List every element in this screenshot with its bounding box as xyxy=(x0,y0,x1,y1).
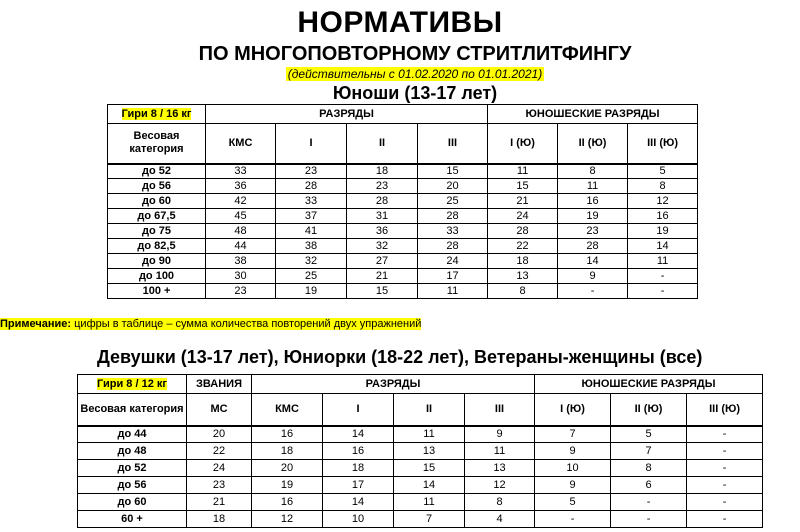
boys-weight-category: до 82,5 xyxy=(108,239,206,254)
girls-section-title: Девушки (13-17 лет), Юниорки (18-22 лет), Ветераны-женщины (все) xyxy=(97,347,703,367)
boys-table-cell: 15 xyxy=(418,164,488,179)
boys-col-header: II (Ю) xyxy=(558,124,628,164)
boys-table-cell: 38 xyxy=(276,239,347,254)
girls-weight-category: до 56 xyxy=(78,477,187,494)
boys-table-cell: 8 xyxy=(488,284,558,299)
boys-table-cell: 31 xyxy=(347,209,418,224)
boys-col-header: III xyxy=(418,124,488,164)
boys-table-cell: 28 xyxy=(418,209,488,224)
girls-weights-cell xyxy=(78,375,187,394)
girls-table-row xyxy=(78,443,763,460)
boys-table-cell: 16 xyxy=(628,209,698,224)
girls-table-row xyxy=(78,426,763,443)
boys-table-cell: 21 xyxy=(488,194,558,209)
boys-table-row xyxy=(108,224,698,239)
girls-table-cell: 16 xyxy=(323,443,394,460)
girls-col-header: I (Ю) xyxy=(535,394,611,426)
boys-table-cell: 48 xyxy=(206,224,276,239)
boys-table-cell: 24 xyxy=(418,254,488,269)
boys-table-cell: 11 xyxy=(628,254,698,269)
girls-col-header: II (Ю) xyxy=(611,394,687,426)
girls-table-cell: 15 xyxy=(394,460,465,477)
girls-youth-ranks-header: ЮНОШЕСКИЕ РАЗРЯДЫ xyxy=(535,375,763,394)
boys-table-cell: 33 xyxy=(418,224,488,239)
boys-table-cell: 23 xyxy=(558,224,628,239)
boys-table-cell: 8 xyxy=(628,179,698,194)
girls-weight-category: 60 + xyxy=(78,511,187,528)
girls-table-cell: 16 xyxy=(252,494,323,511)
girls-weight-category: до 60 xyxy=(78,494,187,511)
boys-weights-label: Гири 8 / 16 кг xyxy=(121,108,192,120)
boys-table-row xyxy=(108,254,698,269)
girls-table-cell: 23 xyxy=(187,477,252,494)
boys-table-cell: 23 xyxy=(206,284,276,299)
girls-table-cell: 11 xyxy=(394,426,465,443)
girls-standards-table xyxy=(77,374,763,528)
boys-table-cell: 33 xyxy=(206,164,276,179)
boys-table-cell: 5 xyxy=(628,164,698,179)
girls-weights-label: Гири 8 / 12 кг xyxy=(97,378,167,390)
girls-table-cell: - xyxy=(687,511,763,528)
girls-table-cell: 8 xyxy=(611,460,687,477)
boys-table-cell: 15 xyxy=(488,179,558,194)
girls-table-cell: 14 xyxy=(323,426,394,443)
boys-table-row xyxy=(108,209,698,224)
girls-table-cell: 19 xyxy=(252,477,323,494)
boys-table-cell: - xyxy=(558,284,628,299)
boys-table-cell: 14 xyxy=(628,239,698,254)
boys-table-cell: 32 xyxy=(276,254,347,269)
girls-table-cell: 20 xyxy=(252,460,323,477)
girls-table-cell: 18 xyxy=(252,443,323,460)
girls-table-cell: 5 xyxy=(611,426,687,443)
boys-section-title: Юноши (13-17 лет) xyxy=(332,83,498,103)
boys-table-cell: 11 xyxy=(418,284,488,299)
girls-col-header: КМС xyxy=(252,394,323,426)
boys-table-cell: 28 xyxy=(558,239,628,254)
validity-period: (действительны с 01.02.2020 по 01.01.2021) xyxy=(287,67,543,81)
girls-table-cell: - xyxy=(687,426,763,443)
girls-table-cell: 24 xyxy=(187,460,252,477)
girls-table-row xyxy=(78,477,763,494)
boys-table-cell: 25 xyxy=(276,269,347,284)
boys-standards-table xyxy=(107,104,698,299)
girls-table-cell: 18 xyxy=(323,460,394,477)
girls-table-cell: - xyxy=(611,494,687,511)
boys-col-header: III (Ю) xyxy=(628,124,698,164)
boys-table-cell: 11 xyxy=(488,164,558,179)
boys-table-cell: 32 xyxy=(347,239,418,254)
girls-col-header: III xyxy=(465,394,535,426)
boys-category-header: Весовая категория xyxy=(108,124,206,164)
boys-table-cell: 28 xyxy=(488,224,558,239)
boys-table-cell: 19 xyxy=(276,284,347,299)
boys-table-row xyxy=(108,164,698,179)
girls-table-cell: 14 xyxy=(323,494,394,511)
girls-table-cell: - xyxy=(687,460,763,477)
boys-table-row xyxy=(108,269,698,284)
boys-table-cell: 37 xyxy=(276,209,347,224)
boys-table-cell: 9 xyxy=(558,269,628,284)
girls-table-cell: 21 xyxy=(187,494,252,511)
boys-table-cell: 8 xyxy=(558,164,628,179)
boys-table-cell: 21 xyxy=(347,269,418,284)
boys-table-cell: 24 xyxy=(488,209,558,224)
girls-table-cell: 9 xyxy=(535,443,611,460)
boys-table-cell: 19 xyxy=(628,224,698,239)
girls-table-row xyxy=(78,494,763,511)
boys-table-cell: 13 xyxy=(488,269,558,284)
boys-table-cell: 18 xyxy=(488,254,558,269)
boys-table-cell: 11 xyxy=(558,179,628,194)
boys-table-cell: 18 xyxy=(347,164,418,179)
girls-table-cell: 6 xyxy=(611,477,687,494)
girls-table-cell: 20 xyxy=(187,426,252,443)
boys-weight-category: до 67,5 xyxy=(108,209,206,224)
note xyxy=(0,318,421,331)
girls-col-header: III (Ю) xyxy=(687,394,763,426)
girls-table-cell: 9 xyxy=(465,426,535,443)
boys-table-cell: 23 xyxy=(347,179,418,194)
girls-table-cell: - xyxy=(611,511,687,528)
boys-table-cell: - xyxy=(628,269,698,284)
boys-weight-category: до 52 xyxy=(108,164,206,179)
girls-table-cell: 7 xyxy=(394,511,465,528)
boys-table-cell: 22 xyxy=(488,239,558,254)
girls-weight-category: до 52 xyxy=(78,460,187,477)
boys-weight-category: до 75 xyxy=(108,224,206,239)
girls-table-cell: 13 xyxy=(394,443,465,460)
boys-table-row xyxy=(108,194,698,209)
girls-table-cell: 13 xyxy=(465,460,535,477)
boys-table-cell: - xyxy=(628,284,698,299)
girls-table-cell: - xyxy=(687,494,763,511)
girls-table-cell: 18 xyxy=(187,511,252,528)
girls-table-body xyxy=(78,426,763,528)
girls-table-cell: 14 xyxy=(394,477,465,494)
boys-table-cell: 25 xyxy=(418,194,488,209)
boys-table-cell: 14 xyxy=(558,254,628,269)
boys-weights-cell xyxy=(108,105,206,124)
girls-table-cell: 9 xyxy=(535,477,611,494)
girls-category-header: Весовая категория xyxy=(78,394,187,426)
boys-table-row xyxy=(108,284,698,299)
validity-line xyxy=(0,67,800,81)
girls-table-cell: 12 xyxy=(252,511,323,528)
boys-col-header: I (Ю) xyxy=(488,124,558,164)
girls-table-cell: 4 xyxy=(465,511,535,528)
boys-table-row xyxy=(108,239,698,254)
girls-table-cell: 22 xyxy=(187,443,252,460)
girls-table-cell: 7 xyxy=(535,426,611,443)
boys-col-header: КМС xyxy=(206,124,276,164)
boys-table-cell: 36 xyxy=(206,179,276,194)
boys-table-cell: 19 xyxy=(558,209,628,224)
girls-table-cell: 10 xyxy=(535,460,611,477)
boys-table-cell: 33 xyxy=(276,194,347,209)
girls-col-header: I xyxy=(323,394,394,426)
boys-table-cell: 42 xyxy=(206,194,276,209)
boys-table-cell: 41 xyxy=(276,224,347,239)
boys-weight-category: до 60 xyxy=(108,194,206,209)
boys-table-cell: 45 xyxy=(206,209,276,224)
girls-table-row xyxy=(78,460,763,477)
girls-table-cell: 5 xyxy=(535,494,611,511)
girls-table-cell: - xyxy=(687,443,763,460)
boys-table-cell: 28 xyxy=(347,194,418,209)
girls-table-cell: 12 xyxy=(465,477,535,494)
boys-table-body xyxy=(108,164,698,299)
boys-weight-category: до 100 xyxy=(108,269,206,284)
girls-table-cell: 11 xyxy=(394,494,465,511)
page-subtitle: ПО МНОГОПОВТОРНОМУ СТРИТЛИТФИНГУ xyxy=(198,43,632,65)
boys-table-cell: 15 xyxy=(347,284,418,299)
boys-weight-category: до 56 xyxy=(108,179,206,194)
boys-table-row xyxy=(108,179,698,194)
girls-ranks-header: РАЗРЯДЫ xyxy=(252,375,535,394)
girls-table-cell: 17 xyxy=(323,477,394,494)
girls-col-header: II xyxy=(394,394,465,426)
boys-weight-category: до 90 xyxy=(108,254,206,269)
boys-weight-category: 100 + xyxy=(108,284,206,299)
boys-table-cell: 20 xyxy=(418,179,488,194)
girls-weight-category: до 48 xyxy=(78,443,187,460)
boys-youth-ranks-header: ЮНОШЕСКИЕ РАЗРЯДЫ xyxy=(488,105,698,124)
boys-table-cell: 44 xyxy=(206,239,276,254)
boys-table-cell: 38 xyxy=(206,254,276,269)
girls-titles-header: ЗВАНИЯ xyxy=(187,375,252,394)
girls-weight-category: до 44 xyxy=(78,426,187,443)
note-text: цифры в таблице – сумма количества повторений двух упражнений xyxy=(71,318,422,330)
girls-table-cell: 10 xyxy=(323,511,394,528)
boys-col-header: I xyxy=(276,124,347,164)
girls-col-header: МС xyxy=(187,394,252,426)
girls-table-cell: 7 xyxy=(611,443,687,460)
boys-ranks-header: РАЗРЯДЫ xyxy=(206,105,488,124)
note-label: Примечание: xyxy=(0,318,72,330)
boys-table-cell: 12 xyxy=(628,194,698,209)
girls-table-cell: - xyxy=(687,477,763,494)
girls-table-cell: 11 xyxy=(465,443,535,460)
boys-table-cell: 16 xyxy=(558,194,628,209)
page-title: НОРМАТИВЫ xyxy=(297,6,503,39)
boys-table-cell: 27 xyxy=(347,254,418,269)
girls-table-cell: 16 xyxy=(252,426,323,443)
girls-table-row xyxy=(78,511,763,528)
boys-table-cell: 36 xyxy=(347,224,418,239)
boys-table-cell: 23 xyxy=(276,164,347,179)
boys-table-cell: 28 xyxy=(418,239,488,254)
boys-col-header: II xyxy=(347,124,418,164)
girls-table-cell: - xyxy=(535,511,611,528)
girls-table-cell: 8 xyxy=(465,494,535,511)
boys-table-cell: 30 xyxy=(206,269,276,284)
boys-table-cell: 17 xyxy=(418,269,488,284)
boys-table-cell: 28 xyxy=(276,179,347,194)
